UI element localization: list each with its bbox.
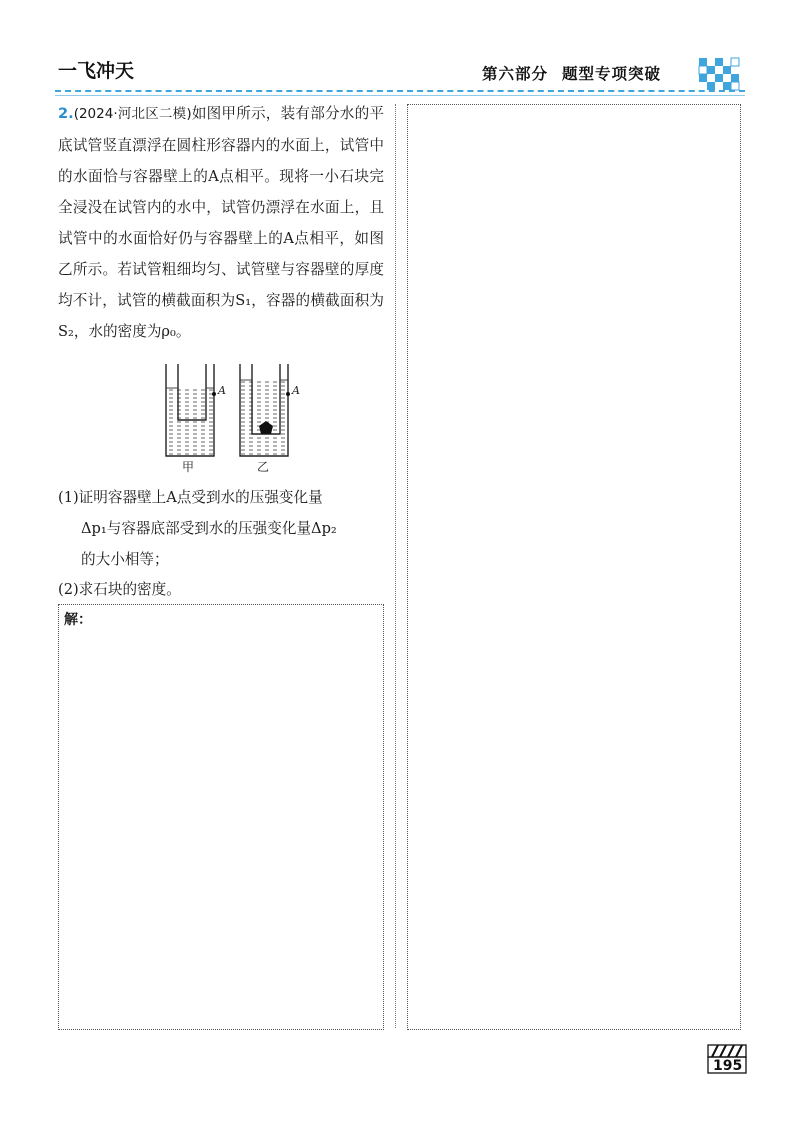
checker-decoration-icon [697, 56, 741, 92]
part-1-line-1: (1)证明容器壁上A点受到水的压强变化量 [58, 489, 323, 506]
question-part-2: (2)求石块的密度。 [58, 581, 181, 598]
question-stem: 如图甲所示，装有部分水的平底试管竖直漂浮在圆柱形容器内的水面上，试管中的水面恰与容器壁上的A点相平。现将一小石块完全浸没在试管内的水中，试管仍漂浮在水面上，且试管中的水面恰好仍与容器壁上的A点相平，如图乙所示。若试管粗细均匀、试管壁与容器壁的厚度均不计，试管的横截面积为S₁，容器的横截面积为S₂，水的密度为ρ₀。 [58, 105, 384, 340]
figure-label-yi: 乙 [257, 460, 270, 474]
answer-area-left[interactable] [58, 604, 384, 1030]
figure-jia [166, 364, 216, 456]
section-title: 题型专项突破 [562, 64, 662, 83]
header-divider [55, 90, 745, 92]
question-number: 2. [58, 105, 74, 122]
part-1-line-3: 的大小相等； [81, 551, 169, 568]
section-header [482, 62, 661, 84]
question-text [58, 98, 384, 347]
figure-label-jia: 甲 [182, 460, 195, 474]
page-number: 195 [713, 1058, 743, 1074]
question-part-1 [58, 482, 388, 575]
section-part: 第六部分 [482, 64, 549, 83]
figure-container-diagram [160, 360, 310, 460]
answer-label: 解： [64, 612, 92, 628]
point-a-label-right: A [292, 384, 300, 397]
brand-logo-text: 一飞冲天 [58, 60, 135, 82]
figure-yi [240, 364, 290, 456]
question-source: (2024·河北区二模) [73, 106, 192, 122]
point-a-label-left: A [218, 384, 226, 397]
part-1-line-2: Δp₁与容器底部受到水的压强变化量Δp₂ [81, 520, 337, 537]
column-divider [395, 104, 396, 1028]
header-divider-thin [55, 95, 745, 96]
answer-area-right[interactable] [407, 104, 741, 1030]
